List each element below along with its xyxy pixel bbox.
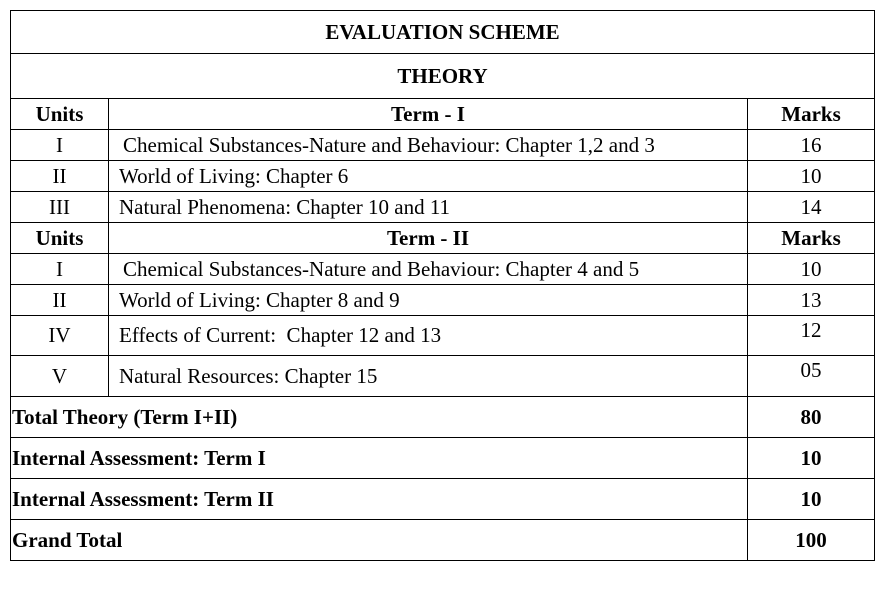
- total-row: [11, 438, 875, 479]
- unit-cell: III: [11, 192, 109, 223]
- total-row: [11, 479, 875, 520]
- desc-cell: Natural Resources: Chapter 15: [109, 356, 748, 397]
- grand-total-marks: 100: [748, 520, 875, 561]
- total-label: Internal Assessment: Term II: [11, 479, 748, 520]
- desc-cell: World of Living: Chapter 6: [109, 161, 748, 192]
- desc-cell: Chemical Substances-Nature and Behaviour: Chapter 1,2 and 3: [109, 130, 748, 161]
- term-header: Term - II: [109, 223, 748, 254]
- unit-cell: II: [11, 161, 109, 192]
- marks-cell: 16: [748, 130, 875, 161]
- total-marks: 10: [748, 438, 875, 479]
- unit-cell: V: [11, 356, 109, 397]
- total-marks: 80: [748, 397, 875, 438]
- marks-cell: 10: [748, 254, 875, 285]
- desc-cell: Effects of Current: Chapter 12 and 13: [109, 316, 748, 356]
- marks-cell: 05: [748, 356, 875, 397]
- marks-cell: 13: [748, 285, 875, 316]
- table-row: [11, 130, 875, 161]
- term2-header-row: [11, 223, 875, 254]
- grand-total-row: [11, 520, 875, 561]
- marks-cell: 14: [748, 192, 875, 223]
- table-title: EVALUATION SCHEME: [11, 11, 875, 54]
- unit-cell: IV: [11, 316, 109, 356]
- marks-cell: 10: [748, 161, 875, 192]
- marks-header: Marks: [748, 99, 875, 130]
- total-label: Internal Assessment: Term I: [11, 438, 748, 479]
- table-row: [11, 161, 875, 192]
- total-marks: 10: [748, 479, 875, 520]
- table-row: [11, 285, 875, 316]
- unit-cell: II: [11, 285, 109, 316]
- table-row: [11, 254, 875, 285]
- table-subtitle: THEORY: [11, 54, 875, 99]
- marks-cell: 12: [748, 316, 875, 356]
- title-row: [11, 11, 875, 54]
- desc-cell: Chemical Substances-Nature and Behaviour: Chapter 4 and 5: [109, 254, 748, 285]
- units-header: Units: [11, 99, 109, 130]
- evaluation-scheme-table: [10, 10, 875, 561]
- table-row: [11, 316, 875, 356]
- units-header: Units: [11, 223, 109, 254]
- table-row: [11, 192, 875, 223]
- unit-cell: I: [11, 254, 109, 285]
- desc-cell: World of Living: Chapter 8 and 9: [109, 285, 748, 316]
- subtitle-row: [11, 54, 875, 99]
- total-row: [11, 397, 875, 438]
- desc-cell: Natural Phenomena: Chapter 10 and 11: [109, 192, 748, 223]
- unit-cell: I: [11, 130, 109, 161]
- table-row: [11, 356, 875, 397]
- marks-header: Marks: [748, 223, 875, 254]
- term1-header-row: [11, 99, 875, 130]
- term-header: Term - I: [109, 99, 748, 130]
- grand-total-label: Grand Total: [11, 520, 748, 561]
- total-label: Total Theory (Term I+II): [11, 397, 748, 438]
